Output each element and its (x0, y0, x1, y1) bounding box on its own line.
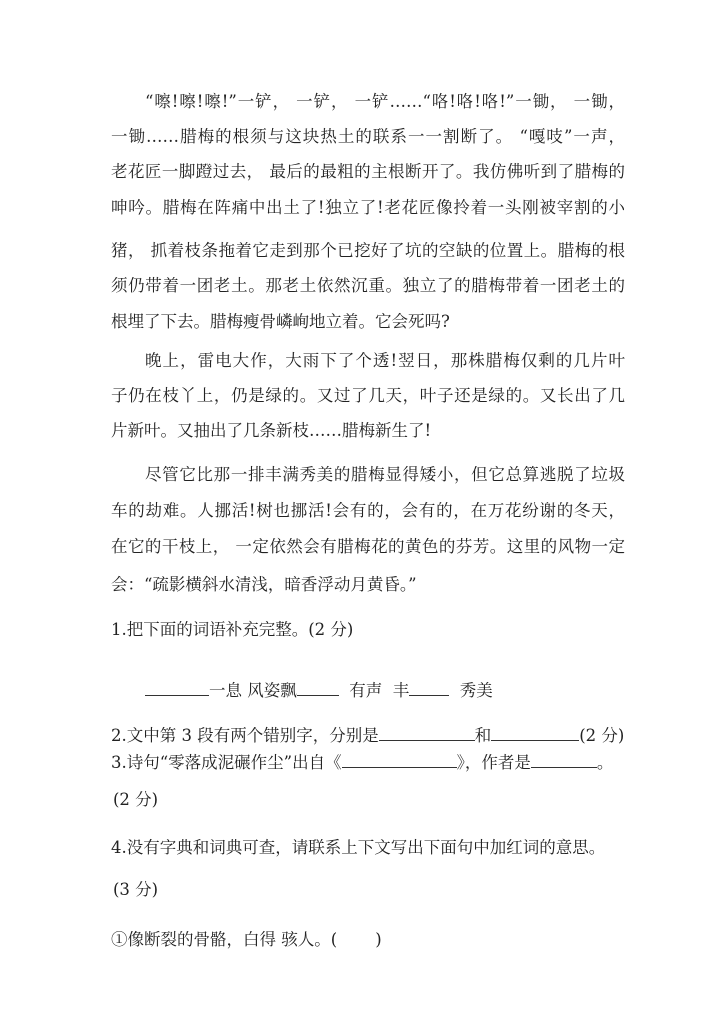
paragraph-line: 老花匠一脚蹬过去， 最后的最粗的主根断开了。我仿佛听到了腊梅的 (111, 162, 625, 181)
score-label: (2 分) (113, 790, 159, 809)
paragraph-line: 车的劫难。人挪活!树也挪活!会有的，会有的，在万花纷谢的冬天， (111, 501, 625, 520)
paragraph-line: 一锄……腊梅的根须与这块热土的联系一一割断了。 “嘎吱”一声， (111, 127, 625, 146)
score-label: (2 分) (579, 726, 625, 745)
question-2 (111, 724, 625, 747)
answer-blank[interactable] (491, 724, 579, 741)
question-text: ①像断裂的骨骼，白得 骇人。( (111, 930, 338, 949)
question-text: 。 (596, 753, 614, 772)
question-text: 》，作者是 (456, 753, 531, 772)
answer-blank[interactable] (379, 724, 475, 741)
paragraph-line: 根埋了下去。腊梅瘦骨嶙峋地立着。它会死吗? (111, 312, 450, 331)
paragraph-line: 会：“疏影横斜水清浅，暗香浮动月黄昏。” (111, 575, 417, 594)
question-1-blanks (145, 679, 659, 702)
question-3 (111, 751, 625, 774)
paragraph-line: 片新叶。又抽出了几条新枝……腊梅新生了! (111, 421, 432, 440)
question-text: ) (375, 930, 382, 949)
paragraph-line: 子仍在枝丫上，仍是绿的。又过了几天，叶子还是绿的。又长出了几 (111, 386, 625, 405)
paragraph-line: 须仍带着一团老土。那老土依然沉重。独立了的腊梅带着一团老土的 (111, 276, 625, 295)
question-4-item-1 (111, 929, 625, 951)
paragraph-line: 猪， 抓着枝条拖着它走到那个已挖好了坑的空缺的位置上。腊梅的根 (111, 241, 625, 260)
question-4: 4.没有字典和词典可查，请联系上下文写出下面句中加红词的意思。 (111, 838, 606, 857)
paragraph-line: 尽管它比那一排丰满秀美的腊梅显得矮小，但它总算逃脱了垃圾 (145, 465, 625, 484)
question-text: 3.诗句“零落成泥碾作尘”出自《 (111, 753, 342, 772)
paragraph-line: 呻吟。腊梅在阵痛中出土了!独立了!老花匠像拎着一头刚被宰割的小 (111, 198, 625, 217)
score-label: (3 分) (113, 880, 159, 899)
answer-blank[interactable] (409, 679, 449, 696)
word-fragment: 秀美 (459, 681, 493, 700)
word-fragment: 一息 (209, 681, 242, 700)
word-fragment: 丰 (392, 681, 410, 700)
paragraph-line: 在它的干枝上， 一定依然会有腊梅花的黄色的芬芳。这里的风物一定 (111, 537, 625, 556)
question-text: 2.文中第 3 段有两个错别字，分别是 (111, 726, 379, 745)
answer-blank[interactable] (342, 751, 457, 768)
paragraph-line: “嚓!嚓!嚓!”一铲， 一铲， 一铲……“咯!咯!咯!”一锄， 一锄， (145, 92, 625, 111)
answer-blank[interactable] (297, 679, 339, 696)
question-1: 1.把下面的词语补充完整。(2 分) (111, 620, 354, 639)
question-text: 和 (474, 726, 492, 745)
word-fragment: 风姿飘 (247, 681, 297, 700)
paragraph-line: 晚上，雷电大作，大雨下了个透!翌日，那株腊梅仅剩的几片叶 (145, 351, 625, 370)
answer-blank[interactable] (145, 679, 209, 696)
word-fragment: 有声 (349, 681, 383, 700)
answer-blank[interactable] (531, 751, 597, 768)
